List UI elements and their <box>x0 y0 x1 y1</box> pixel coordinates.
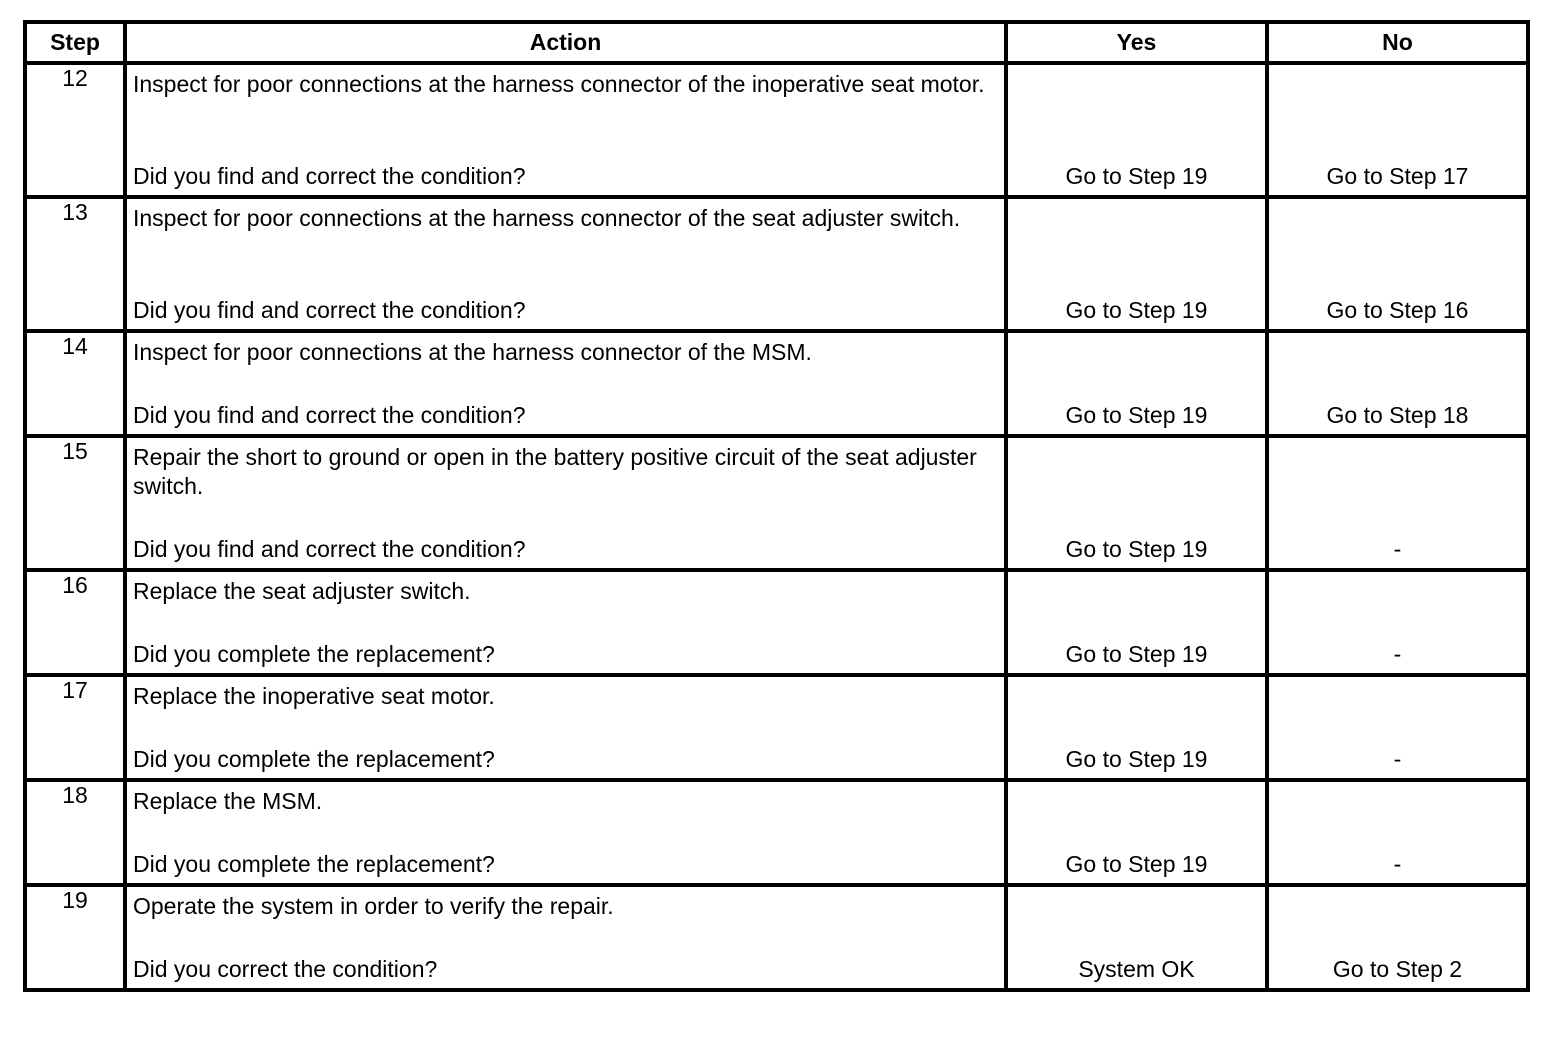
no-cell <box>1267 436 1528 570</box>
no-cell <box>1267 570 1528 675</box>
step-number: 18 <box>25 780 125 885</box>
action-cell <box>125 197 1006 331</box>
action-instruction: Replace the inoperative seat motor. <box>133 683 495 709</box>
table-row <box>25 331 1528 436</box>
header-step: Step <box>25 22 125 63</box>
header-action: Action <box>125 22 1006 63</box>
yes-cell <box>1006 885 1267 990</box>
action-question: Did you correct the condition? <box>133 956 438 982</box>
yes-result: System OK <box>1078 956 1195 982</box>
no-cell <box>1267 331 1528 436</box>
yes-cell <box>1006 197 1267 331</box>
yes-cell <box>1006 331 1267 436</box>
no-result: - <box>1393 746 1402 772</box>
action-question: Did you find and correct the condition? <box>133 536 526 562</box>
yes-result: Go to Step 19 <box>1065 163 1208 189</box>
step-number: 19 <box>25 885 125 990</box>
table-row <box>25 436 1528 570</box>
step-number: 13 <box>25 197 125 331</box>
no-result: - <box>1393 536 1402 562</box>
yes-cell <box>1006 675 1267 780</box>
action-cell <box>125 780 1006 885</box>
header-no: No <box>1267 22 1528 63</box>
yes-result: Go to Step 19 <box>1065 851 1208 877</box>
no-result: Go to Step 2 <box>1332 956 1463 982</box>
no-cell <box>1267 675 1528 780</box>
yes-result: Go to Step 19 <box>1065 536 1208 562</box>
no-cell <box>1267 885 1528 990</box>
table-row <box>25 570 1528 675</box>
action-instruction: Inspect for poor connections at the harness connector of the seat adjuster switch. <box>133 205 961 231</box>
table-header-row <box>25 22 1528 63</box>
table-row <box>25 780 1528 885</box>
action-cell <box>125 436 1006 570</box>
step-number: 16 <box>25 570 125 675</box>
no-result: - <box>1393 641 1402 667</box>
action-cell <box>125 570 1006 675</box>
no-cell <box>1267 780 1528 885</box>
no-cell <box>1267 197 1528 331</box>
yes-cell <box>1006 570 1267 675</box>
yes-cell <box>1006 780 1267 885</box>
yes-result: Go to Step 19 <box>1065 641 1208 667</box>
yes-result: Go to Step 19 <box>1065 402 1208 428</box>
action-cell <box>125 331 1006 436</box>
no-result: - <box>1393 851 1402 877</box>
header-yes: Yes <box>1006 22 1267 63</box>
step-number: 12 <box>25 63 125 197</box>
step-number: 15 <box>25 436 125 570</box>
action-question: Did you find and correct the condition? <box>133 163 526 189</box>
step-number: 17 <box>25 675 125 780</box>
yes-cell <box>1006 63 1267 197</box>
table-row <box>25 885 1528 990</box>
step-number: 14 <box>25 331 125 436</box>
action-cell <box>125 675 1006 780</box>
no-result: Go to Step 16 <box>1326 297 1469 323</box>
action-question: Did you find and correct the condition? <box>133 297 526 323</box>
yes-result: Go to Step 19 <box>1065 297 1208 323</box>
action-instruction: Repair the short to ground or open in the battery positive circuit of the seat adjuster switch. <box>133 444 977 499</box>
action-instruction: Inspect for poor connections at the harness connector of the inoperative seat motor. <box>133 71 985 97</box>
action-instruction: Operate the system in order to verify the repair. <box>133 893 614 919</box>
yes-result: Go to Step 19 <box>1065 746 1208 772</box>
action-question: Did you find and correct the condition? <box>133 402 526 428</box>
no-result: Go to Step 17 <box>1326 163 1469 189</box>
yes-cell <box>1006 436 1267 570</box>
action-instruction: Replace the MSM. <box>133 788 323 814</box>
action-cell <box>125 885 1006 990</box>
table-row <box>25 197 1528 331</box>
action-instruction: Inspect for poor connections at the harness connector of the MSM. <box>133 339 812 365</box>
action-cell <box>125 63 1006 197</box>
action-question: Did you complete the replacement? <box>133 641 495 667</box>
diagnostic-table <box>23 20 1530 992</box>
no-result: Go to Step 18 <box>1326 402 1469 428</box>
table-row <box>25 675 1528 780</box>
no-cell <box>1267 63 1528 197</box>
table-row <box>25 63 1528 197</box>
action-question: Did you complete the replacement? <box>133 746 495 772</box>
action-instruction: Replace the seat adjuster switch. <box>133 578 471 604</box>
action-question: Did you complete the replacement? <box>133 851 495 877</box>
